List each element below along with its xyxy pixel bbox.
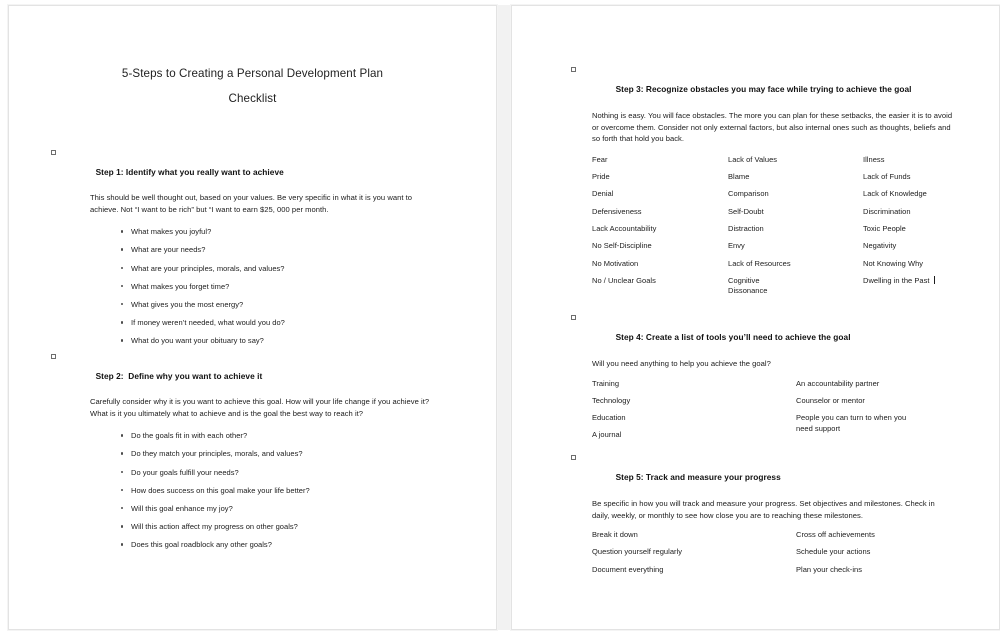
step-5-paragraph: Be specific in how you will track and measure your progress. Set objectives and milestones. Check in daily, weekly, or monthly to see how close you are to reaching these milestones. xyxy=(592,499,935,520)
obstacle-cell: Lack of Resources xyxy=(728,258,791,268)
list-item-label: What gives you the most energy? xyxy=(131,299,244,309)
bullet-dot-icon xyxy=(121,543,123,545)
obstacle-cell: Discrimination xyxy=(863,206,911,216)
step-3-heading-text: Step 3: Recognize obstacles you may face while trying to achieve the goal xyxy=(615,84,912,94)
tools-column-2 xyxy=(796,379,936,431)
obstacle-cell: No Motivation xyxy=(592,258,639,268)
step-2-block xyxy=(9,351,496,558)
bullet-dot-icon xyxy=(121,507,123,509)
bullet-dot-icon xyxy=(121,230,123,232)
step-1-question-list xyxy=(131,226,496,346)
tool-cell: People you can turn to when you need support xyxy=(796,413,907,433)
square-bullet-icon xyxy=(571,455,576,460)
tracking-cell: Document everything xyxy=(592,564,664,574)
step-5-tracking-columns xyxy=(512,530,999,590)
obstacle-cell: No / Unclear Goals xyxy=(592,275,656,285)
step-3-obstacle-columns xyxy=(512,155,999,305)
step-3-block xyxy=(512,64,999,305)
step-3-paragraph: Nothing is easy. You will face obstacles. The more you can plan for these setbacks, the easier it is to avoid or overcome them. Consider not only external factors, but also internal ones such as thoughts, beliefs and so forth that hold you back. xyxy=(592,111,953,144)
list-item-label: What makes you forget time? xyxy=(131,281,230,291)
obstacle-cell xyxy=(863,276,937,293)
list-item-label: What are your principles, morals, and values? xyxy=(131,263,285,273)
bullet-dot-icon xyxy=(121,267,123,269)
bullet-dot-icon xyxy=(121,285,123,287)
tool-cell: Education xyxy=(592,413,626,423)
square-bullet-icon xyxy=(51,354,56,359)
list-item xyxy=(131,281,496,292)
square-bullet-icon xyxy=(571,67,576,72)
text-cursor-caret xyxy=(934,276,935,284)
obstacle-cell: Distraction xyxy=(728,223,764,233)
tracking-cell: Break it down xyxy=(592,530,638,540)
bullet-dot-icon xyxy=(121,471,123,473)
tracking-column-2 xyxy=(796,530,946,582)
square-bullet-icon xyxy=(571,315,576,320)
list-item-label: What are your needs? xyxy=(131,245,206,255)
obstacle-cell: Fear xyxy=(592,154,608,164)
step-1-paragraph: This should be well thought out, based on your values. Be very specific in what it is you want to achieve. Not “I want to be rich” but “I want to earn $25, 000 per month. xyxy=(90,193,413,214)
bullet-dot-icon xyxy=(121,339,123,341)
obstacle-column-1 xyxy=(592,155,722,293)
list-item-label: How does success on this goal make your life better? xyxy=(131,485,310,495)
step-4-paragraph: Will you need anything to help you achieve the goal? xyxy=(592,359,771,368)
step-2-heading xyxy=(72,351,496,391)
list-item-label: Do they match your principles, morals, and values? xyxy=(131,449,303,459)
bullet-dot-icon xyxy=(121,303,123,305)
bullet-dot-icon xyxy=(121,489,123,491)
obstacle-cell: Illness xyxy=(863,154,885,164)
document-page-2[interactable] xyxy=(511,5,1000,630)
list-item xyxy=(131,335,496,346)
page-title-line-2: Checklist xyxy=(228,92,277,105)
obstacle-cell: Self-Doubt xyxy=(728,206,764,216)
obstacle-column-2 xyxy=(728,155,856,293)
list-item xyxy=(131,485,496,496)
bullet-dot-icon xyxy=(121,434,123,436)
obstacle-cell: Denial xyxy=(592,189,614,199)
tool-cell: Technology xyxy=(592,395,631,405)
tracking-cell: Plan your check-ins xyxy=(796,564,863,574)
obstacle-cell: No Self-Discipline xyxy=(592,241,652,251)
list-item-label: Will this goal enhance my joy? xyxy=(131,503,233,513)
obstacle-cell: Pride xyxy=(592,172,610,182)
page-gutter xyxy=(498,5,511,630)
tracking-cell: Cross off achievements xyxy=(796,530,875,540)
obstacle-cell xyxy=(728,276,790,293)
list-item-label: Does this goal roadblock any other goals? xyxy=(131,540,272,550)
step-1-heading-text: Step 1: Identify what you really want to achieve xyxy=(95,167,284,177)
list-item xyxy=(131,539,496,550)
list-item xyxy=(131,448,496,459)
bullet-dot-icon xyxy=(121,525,123,527)
step-2-question-list xyxy=(131,430,496,550)
obstacle-cell: Negativity xyxy=(863,241,897,251)
tools-column-1 xyxy=(592,379,782,448)
step-4-tool-columns xyxy=(512,379,999,459)
tracking-column-1 xyxy=(592,530,782,582)
tool-cell: Training xyxy=(592,378,620,388)
square-bullet-icon xyxy=(51,150,56,155)
step-1-heading xyxy=(72,147,496,187)
list-item-label: If money weren’t needed, what would you do? xyxy=(131,318,285,328)
obstacle-cell: Lack Accountability xyxy=(592,223,657,233)
step-5-heading-text: Step 5: Track and measure your progress xyxy=(615,472,781,482)
list-item xyxy=(131,226,496,237)
list-item-label: What do you want your obituary to say? xyxy=(131,336,264,346)
list-item xyxy=(131,467,496,478)
page-title-line-1: 5-Steps to Creating a Personal Development Plan xyxy=(121,67,384,80)
step-2-paragraph: Carefully consider why it is you want to achieve this goal. How will your life change if you achieve it? What is it you ultimately what to achieve and is the goal the best way to reach it? xyxy=(90,397,430,418)
list-item xyxy=(131,263,496,274)
tracking-cell: Question yourself regularly xyxy=(592,547,683,557)
list-item-label: Will this action affect my progress on other goals? xyxy=(131,522,298,532)
tool-cell: Counselor or mentor xyxy=(796,395,865,405)
list-item-label: Do your goals fulfill your needs? xyxy=(131,467,239,477)
obstacle-cell: Lack of Values xyxy=(728,154,778,164)
obstacle-cell: Comparison xyxy=(728,189,769,199)
list-item xyxy=(131,430,496,441)
obstacle-cell: Envy xyxy=(728,241,745,251)
obstacle-cell-label: Dwelling in the Past xyxy=(863,275,930,285)
list-item xyxy=(131,317,496,328)
obstacle-column-3 xyxy=(863,155,983,293)
obstacle-cell: Toxic People xyxy=(863,223,906,233)
tool-cell: A journal xyxy=(592,430,622,440)
obstacle-cell-label: Cognitive Dissonance xyxy=(728,275,768,295)
step-4-heading-text: Step 4: Create a list of tools you’ll need to achieve the goal xyxy=(615,332,851,342)
bullet-dot-icon xyxy=(121,248,123,250)
obstacle-cell: Defensiveness xyxy=(592,206,642,216)
tool-cell: An accountability partner xyxy=(796,378,880,388)
obstacle-cell: Lack of Knowledge xyxy=(863,189,927,199)
list-item-label: Do the goals fit in with each other? xyxy=(131,431,248,441)
document-page-1[interactable] xyxy=(8,5,497,630)
list-item xyxy=(131,244,496,255)
bullet-dot-icon xyxy=(121,452,123,454)
bullet-dot-icon xyxy=(121,321,123,323)
step-4-heading xyxy=(592,312,999,352)
list-item xyxy=(131,503,496,514)
list-item-label: What makes you joyful? xyxy=(131,227,212,237)
step-3-heading xyxy=(592,64,999,104)
step-1-block xyxy=(9,147,496,354)
tracking-cell: Schedule your actions xyxy=(796,547,871,557)
obstacle-cell: Not Knowing Why xyxy=(863,258,924,268)
step-5-heading xyxy=(592,452,999,492)
step-2-heading-text: Step 2: Define why you want to achieve it xyxy=(95,371,263,381)
list-item xyxy=(131,299,496,310)
list-item xyxy=(131,521,496,532)
obstacle-cell: Blame xyxy=(728,172,750,182)
obstacle-cell: Lack of Funds xyxy=(863,172,911,182)
step-5-block xyxy=(512,452,999,590)
step-4-block xyxy=(512,312,999,459)
